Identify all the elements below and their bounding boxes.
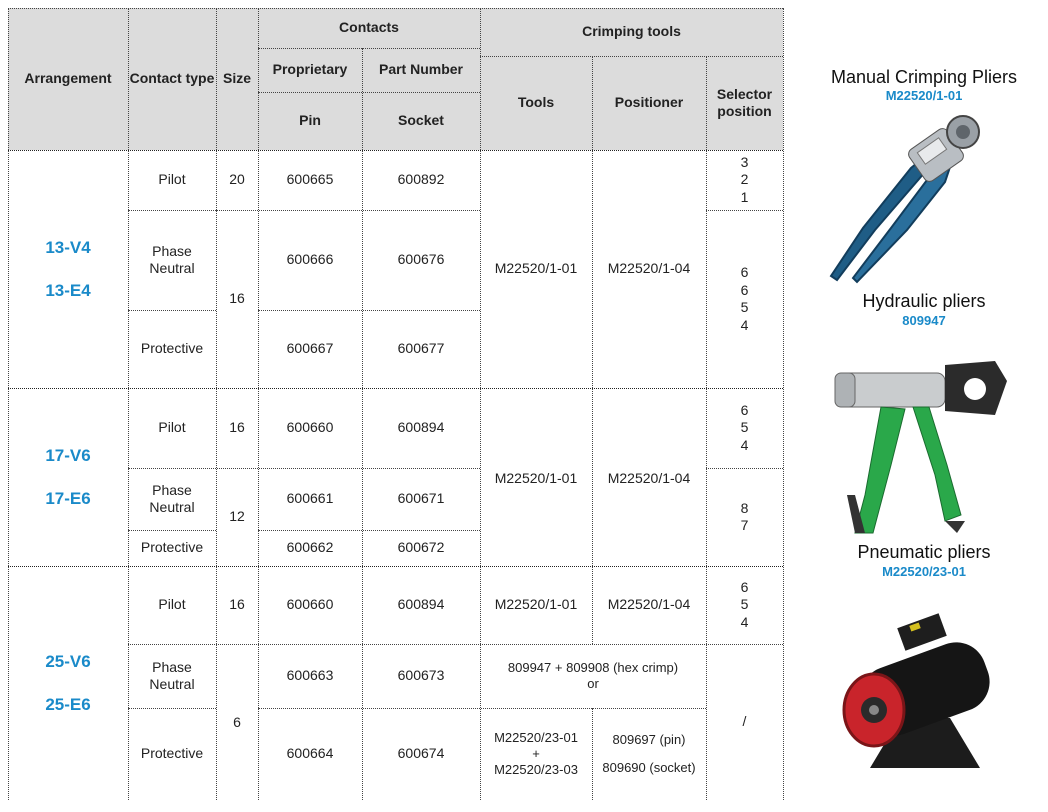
selector-value: 1: [740, 188, 749, 205]
grid-line: [216, 210, 480, 211]
socket-number: 600892: [397, 171, 445, 188]
tool-value: M22520/23-01: [494, 729, 578, 745]
tool-value: M22520/23-03: [494, 762, 578, 778]
grid-line: [362, 48, 363, 800]
size: 16: [229, 290, 245, 307]
positioner: M22520/1-04: [607, 596, 691, 613]
grid-line: [480, 56, 783, 57]
tool-part-pneumatic: M22520/23-01: [882, 564, 966, 579]
selector-value: 5: [740, 419, 749, 436]
selector-position: [706, 566, 783, 644]
pneumatic-positioners: [592, 708, 706, 800]
arrangement-label: 13-E4: [45, 281, 91, 300]
tool-part-hydraulic: 809947: [902, 313, 946, 328]
grid-line: [128, 310, 216, 311]
pneumatic-tools: [480, 708, 592, 800]
grid-line: [258, 48, 480, 49]
contact-type: Protective: [140, 340, 204, 357]
arrangement-17: [8, 388, 128, 566]
pneumatic-pliers-image: [830, 598, 1010, 778]
header-tools: Tools: [517, 94, 555, 111]
selector-value: 5: [740, 596, 749, 613]
socket-number: 600673: [397, 667, 445, 684]
selector-value: 6: [740, 578, 749, 595]
selector-value: 8: [740, 499, 749, 516]
socket-number: 600671: [397, 490, 445, 507]
grid-line: [592, 708, 593, 800]
selector-position: /: [742, 713, 747, 730]
arrangement-label: 25-E6: [45, 695, 91, 714]
selector-position: [706, 150, 783, 210]
pin-number: 600666: [286, 251, 334, 268]
selector-value: 5: [740, 299, 749, 315]
pin-number: 600661: [286, 490, 334, 507]
header-proprietary: Proprietary: [272, 61, 348, 78]
header-socket: Socket: [398, 112, 444, 129]
hex-crimp-text: 809947 + 809908 (hex crimp): [507, 659, 679, 675]
grid-line: [706, 56, 707, 800]
pin-number: 600667: [286, 340, 334, 357]
arrangement-label: 17-V6: [45, 445, 91, 465]
selector-value: 3: [740, 153, 749, 170]
positioner-value: 809690 (socket): [602, 760, 696, 775]
grid-line: [128, 210, 216, 211]
or-text: or: [587, 676, 599, 691]
grid-line: [258, 530, 480, 531]
socket-number: 600674: [397, 745, 445, 762]
grid-line: [216, 8, 217, 800]
header-arrangement: Arrangement: [24, 70, 112, 87]
size: 16: [229, 419, 245, 436]
grid-line: [258, 92, 480, 93]
grid-line: [128, 530, 216, 531]
pin-number: 600663: [286, 667, 334, 684]
selector-value: 4: [740, 613, 749, 630]
grid-line: [258, 310, 480, 311]
contact-type: Phase Neutral: [149, 242, 195, 276]
header-crimping-tools: Crimping tools: [582, 23, 681, 40]
header-selector-position: Selector position: [716, 85, 773, 119]
selector-position: [706, 388, 783, 468]
grid-line: [706, 210, 783, 211]
contact-type: Pilot: [158, 419, 186, 436]
grid-line: [783, 8, 784, 800]
grid-line: [128, 644, 783, 645]
arrangement-13: [8, 150, 128, 388]
arrangement-label: 13-V4: [45, 237, 91, 257]
arrangement-25: [8, 566, 128, 800]
header-contacts: Contacts: [339, 19, 399, 36]
grid-line: [128, 8, 129, 800]
size: 6: [233, 714, 241, 730]
pin-number: 600660: [286, 596, 334, 613]
grid-line: [8, 8, 9, 800]
positioner: M22520/1-04: [607, 260, 691, 277]
grid-line: [8, 150, 783, 151]
socket-number: 600894: [397, 596, 445, 613]
grid-line: [8, 388, 783, 389]
tool-title-hydraulic: Hydraulic pliers: [862, 291, 986, 311]
tool-title-manual: Manual Crimping Pliers: [830, 67, 1018, 87]
plus-text: +: [532, 745, 540, 761]
positioner: M22520/1-04: [607, 470, 691, 486]
header-pin: Pin: [299, 112, 321, 129]
selector-value: 6: [740, 281, 749, 298]
grid-line: [8, 8, 783, 9]
header-contact-type: Contact type: [129, 70, 215, 87]
size: 20: [229, 171, 245, 188]
hex-crimp-option: [480, 644, 706, 708]
grid-line: [706, 468, 783, 469]
tool-part-manual: M22520/1-01: [885, 88, 963, 103]
manual-crimping-pliers-image: [815, 110, 985, 290]
arrangement-label: 17-E6: [45, 489, 91, 508]
grid-line: [8, 566, 783, 567]
header-size: Size: [222, 70, 251, 87]
crimp-tool: M22520/1-01: [494, 596, 578, 613]
grid-line: [128, 708, 216, 709]
arrangement-label: 25-V6: [45, 651, 91, 671]
grid-line: [258, 708, 706, 709]
tool-title-pneumatic: Pneumatic pliers: [857, 542, 991, 562]
crimp-tool: M22520/1-01: [494, 260, 578, 277]
size: 16: [229, 596, 245, 613]
selector-value: 4: [740, 316, 749, 333]
socket-number: 600672: [397, 539, 445, 556]
contact-type: Protective: [140, 539, 204, 556]
socket-number: 600676: [397, 251, 445, 268]
pin-number: 600660: [286, 419, 334, 436]
grid-line: [258, 8, 259, 800]
selector-position: [706, 210, 783, 388]
selector-value: 2: [740, 171, 749, 188]
size: 12: [229, 508, 245, 525]
selector-value: 6: [740, 401, 749, 418]
grid-line: [592, 56, 593, 644]
hydraulic-pliers-image: [825, 345, 1025, 535]
selector-value: 7: [740, 517, 749, 533]
selector-position: [706, 468, 783, 566]
contact-type: Pilot: [158, 171, 186, 188]
grid-line: [128, 468, 480, 469]
contact-type: Phase Neutral: [149, 658, 195, 692]
crimp-tool: M22520/1-01: [494, 470, 578, 486]
socket-number: 600894: [397, 419, 445, 436]
selector-value: 4: [740, 436, 749, 453]
positioner-value: 809697 (pin): [612, 731, 686, 747]
header-positioner: Positioner: [614, 94, 684, 111]
pin-number: 600665: [286, 171, 334, 188]
contact-type: Protective: [140, 745, 204, 762]
pin-number: 600664: [286, 745, 334, 762]
grid-line: [480, 8, 481, 800]
selector-value: 6: [740, 264, 749, 280]
contact-type: Phase Neutral: [149, 481, 195, 515]
header-part-number: Part Number: [378, 61, 464, 78]
pin-number: 600662: [286, 539, 334, 556]
contact-type: Pilot: [158, 596, 186, 613]
socket-number: 600677: [397, 340, 445, 357]
